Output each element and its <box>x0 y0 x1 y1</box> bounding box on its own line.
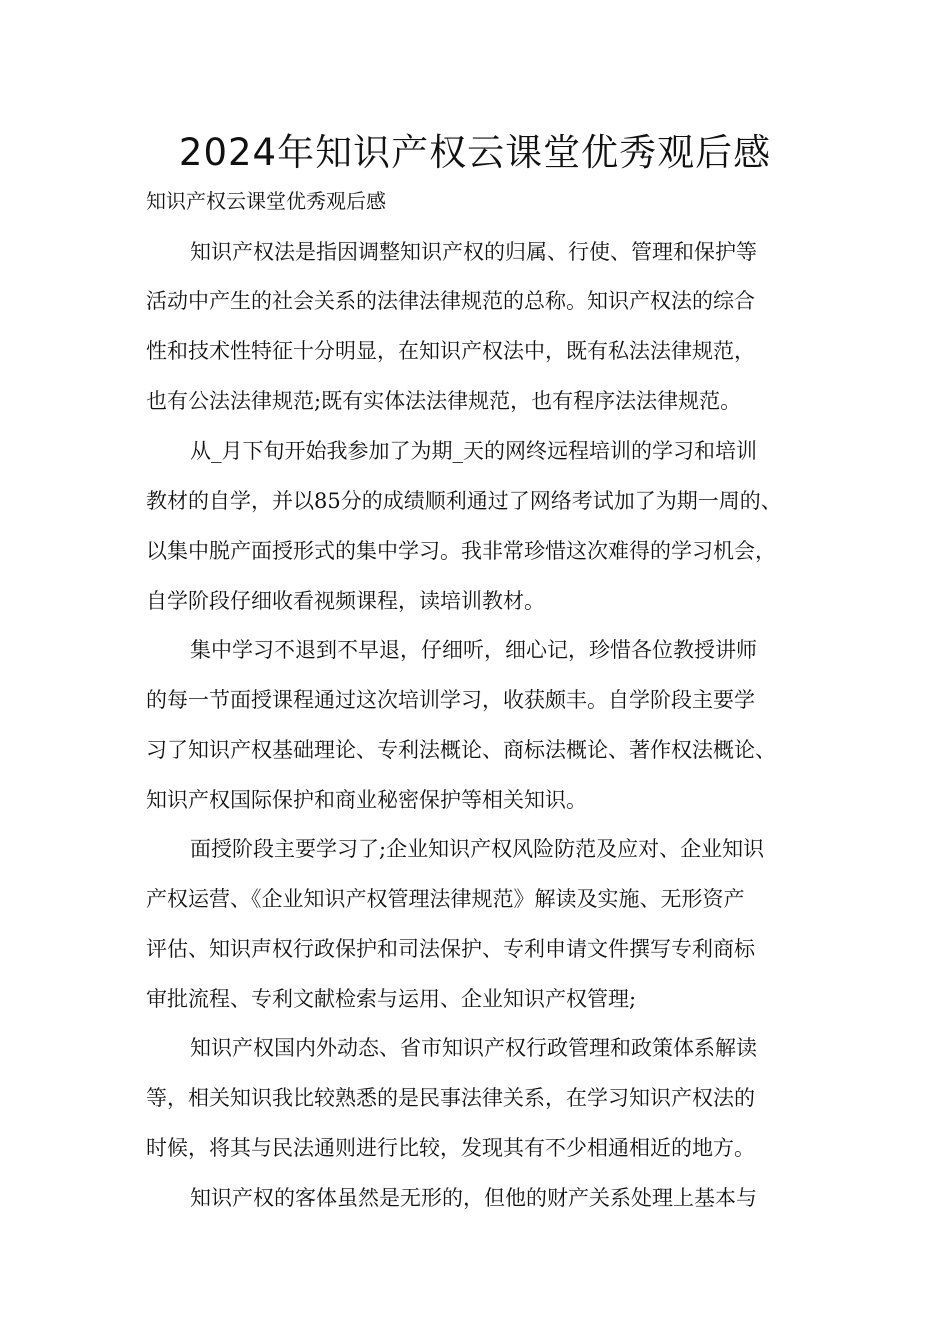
paragraph-1-line-1: 知识产权法是指因调整知识产权的归属、行使、管理和保护等 <box>190 240 757 264</box>
paragraph-4-line-4: 审批流程、专利文献检索与运用、企业知识产权管理; <box>146 987 637 1011</box>
paragraph-2-line-2: 教材的自学，并以85分的成绩顺利通过了网络考试加了为期一周的、 <box>146 489 782 513</box>
paragraph-2-line-1: 从_月下旬开始我参加了为期_天的网终远程培训的学习和培训 <box>190 439 757 463</box>
paragraph-5-line-1: 知识产权国内外动态、省市知识产权行政管理和政策体系解读 <box>190 1036 757 1060</box>
paragraph-1-line-4: 也有公法法律规范;既有实体法法律规范，也有程序法法律规范。 <box>146 389 742 413</box>
paragraph-3-line-4: 知识产权国际保护和商业秘密保护等相关知识。 <box>146 788 587 812</box>
paragraph-4-line-1: 面授阶段主要学习了;企业知识产权风险防范及应对、企业知识 <box>190 837 765 861</box>
paragraph-2-line-4: 自学阶段仔细收看视频课程，读培训教材。 <box>146 589 545 613</box>
paragraph-6-line-1: 知识产权的客体虽然是无形的，但他的财产关系处理上基本与 <box>190 1186 757 1210</box>
document-title: 2024年知识产权云课堂优秀观后感 <box>178 131 772 174</box>
paragraph-1-line-2: 活动中产生的社会关系的法律法律规范的总称。知识产权法的综合 <box>146 289 755 313</box>
paragraph-5-line-2: 等，相关知识我比较熟悉的是民事法律关系，在学习知识产权法的 <box>146 1086 755 1110</box>
paragraph-1-line-3: 性和技术性特征十分明显，在知识产权法中，既有私法法律规范， <box>146 339 755 363</box>
paragraph-3-line-3: 习了知识产权基础理论、专利法概论、商标法概论、著作权法概论、 <box>146 738 776 762</box>
paragraph-4-line-2: 产权运营、《企业知识产权管理法律规范》解读及实施、无形资产 <box>146 887 745 911</box>
paragraph-3-line-1: 集中学习不退到不早退，仔细听，细心记，珍惜各位教授讲师 <box>190 638 757 662</box>
document-subtitle: 知识产权云课堂优秀观后感 <box>146 189 386 213</box>
paragraph-4-line-3: 评估、知识声权行政保护和司法保护、专利申请文件撰写专利商标 <box>146 937 755 961</box>
paragraph-3-line-2: 的每一节面授课程通过这次培训学习，收获颇丰。自学阶段主要学 <box>146 688 755 712</box>
paragraph-2-line-3: 以集中脱产面授形式的集中学习。我非常珍惜这次难得的学习机会， <box>146 539 776 563</box>
paragraph-5-line-3: 时候，将其与民法通则进行比较，发现其有不少相通相近的地方。 <box>146 1136 755 1160</box>
